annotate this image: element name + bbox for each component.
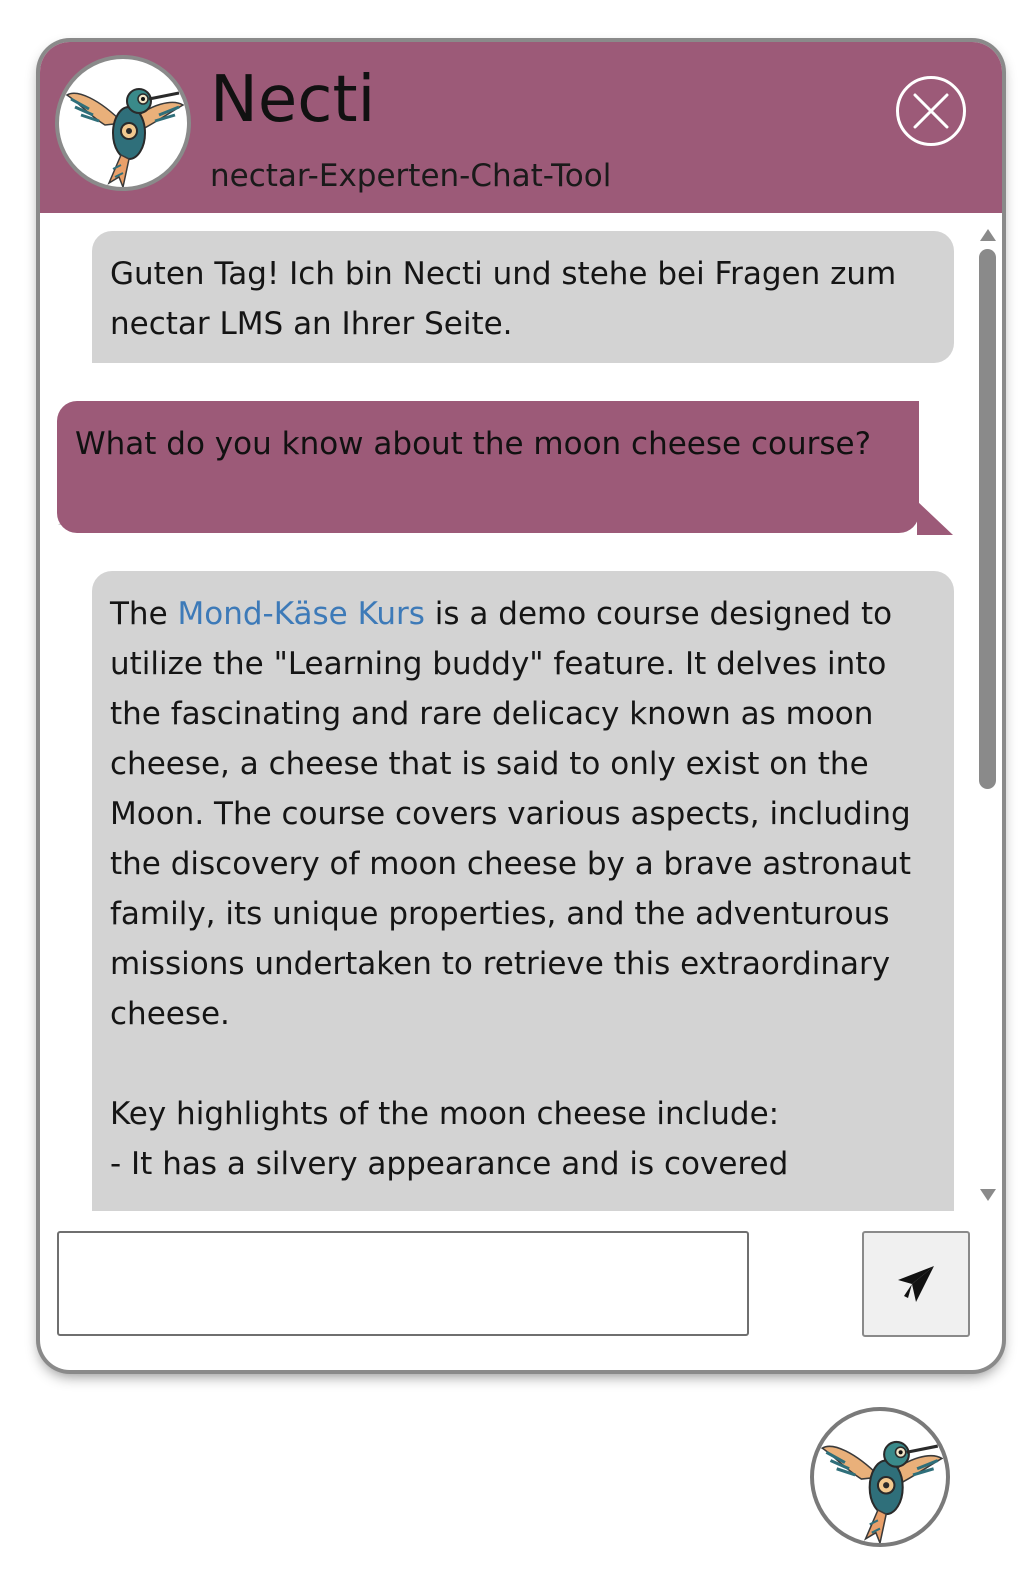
chat-header bbox=[40, 42, 1002, 213]
message-list[interactable] bbox=[40, 213, 975, 1211]
send-button[interactable] bbox=[862, 1231, 970, 1337]
user-message-text: What do you know about the moon cheese course? bbox=[75, 426, 872, 462]
message-text-prefix: The bbox=[110, 596, 178, 632]
scroll-down-arrow-icon[interactable] bbox=[980, 1189, 996, 1201]
scroll-thumb[interactable] bbox=[979, 249, 996, 789]
message-input[interactable] bbox=[57, 1231, 749, 1336]
bot-avatar bbox=[55, 55, 191, 191]
send-icon bbox=[894, 1262, 938, 1306]
close-icon bbox=[899, 79, 963, 143]
scroll-up-arrow-icon[interactable] bbox=[980, 229, 996, 241]
highlights-partial-line: - It has a silvery appearance and is covered bbox=[110, 1146, 789, 1182]
highlights-heading: Key highlights of the moon cheese include: bbox=[110, 1096, 780, 1132]
course-link[interactable]: Mond-Käse Kurs bbox=[177, 596, 425, 632]
chat-window bbox=[40, 42, 1002, 1370]
hummingbird-icon bbox=[59, 59, 187, 187]
chat-title: Necti bbox=[210, 63, 376, 137]
hummingbird-icon bbox=[814, 1411, 946, 1543]
user-bubble-tail bbox=[917, 501, 953, 535]
bot-message bbox=[92, 231, 954, 363]
chat-subtitle: nectar-Experten-Chat-Tool bbox=[210, 158, 612, 194]
user-message bbox=[57, 401, 919, 533]
bot-message bbox=[92, 571, 954, 1211]
message-scrollbar[interactable] bbox=[975, 213, 1002, 1211]
close-button[interactable] bbox=[896, 76, 966, 146]
message-text-body: is a demo course designed to utilize the "Learning buddy" feature. It delves into the fascinating and rare delicacy known as moon cheese, a cheese that is said to only exist on the Moon. The course covers various aspects, including the discovery of moon cheese by a brave astronaut family, its unique properties, and the adventurous missions undertaken to retrieve this extraordinary cheese. bbox=[110, 596, 921, 1032]
bot-message-text bbox=[110, 589, 936, 1039]
bot-message-text: Guten Tag! Ich bin Necti und stehe bei Fragen zum nectar LMS an Ihrer Seite. bbox=[110, 256, 907, 342]
chat-launcher-button[interactable] bbox=[810, 1407, 950, 1547]
